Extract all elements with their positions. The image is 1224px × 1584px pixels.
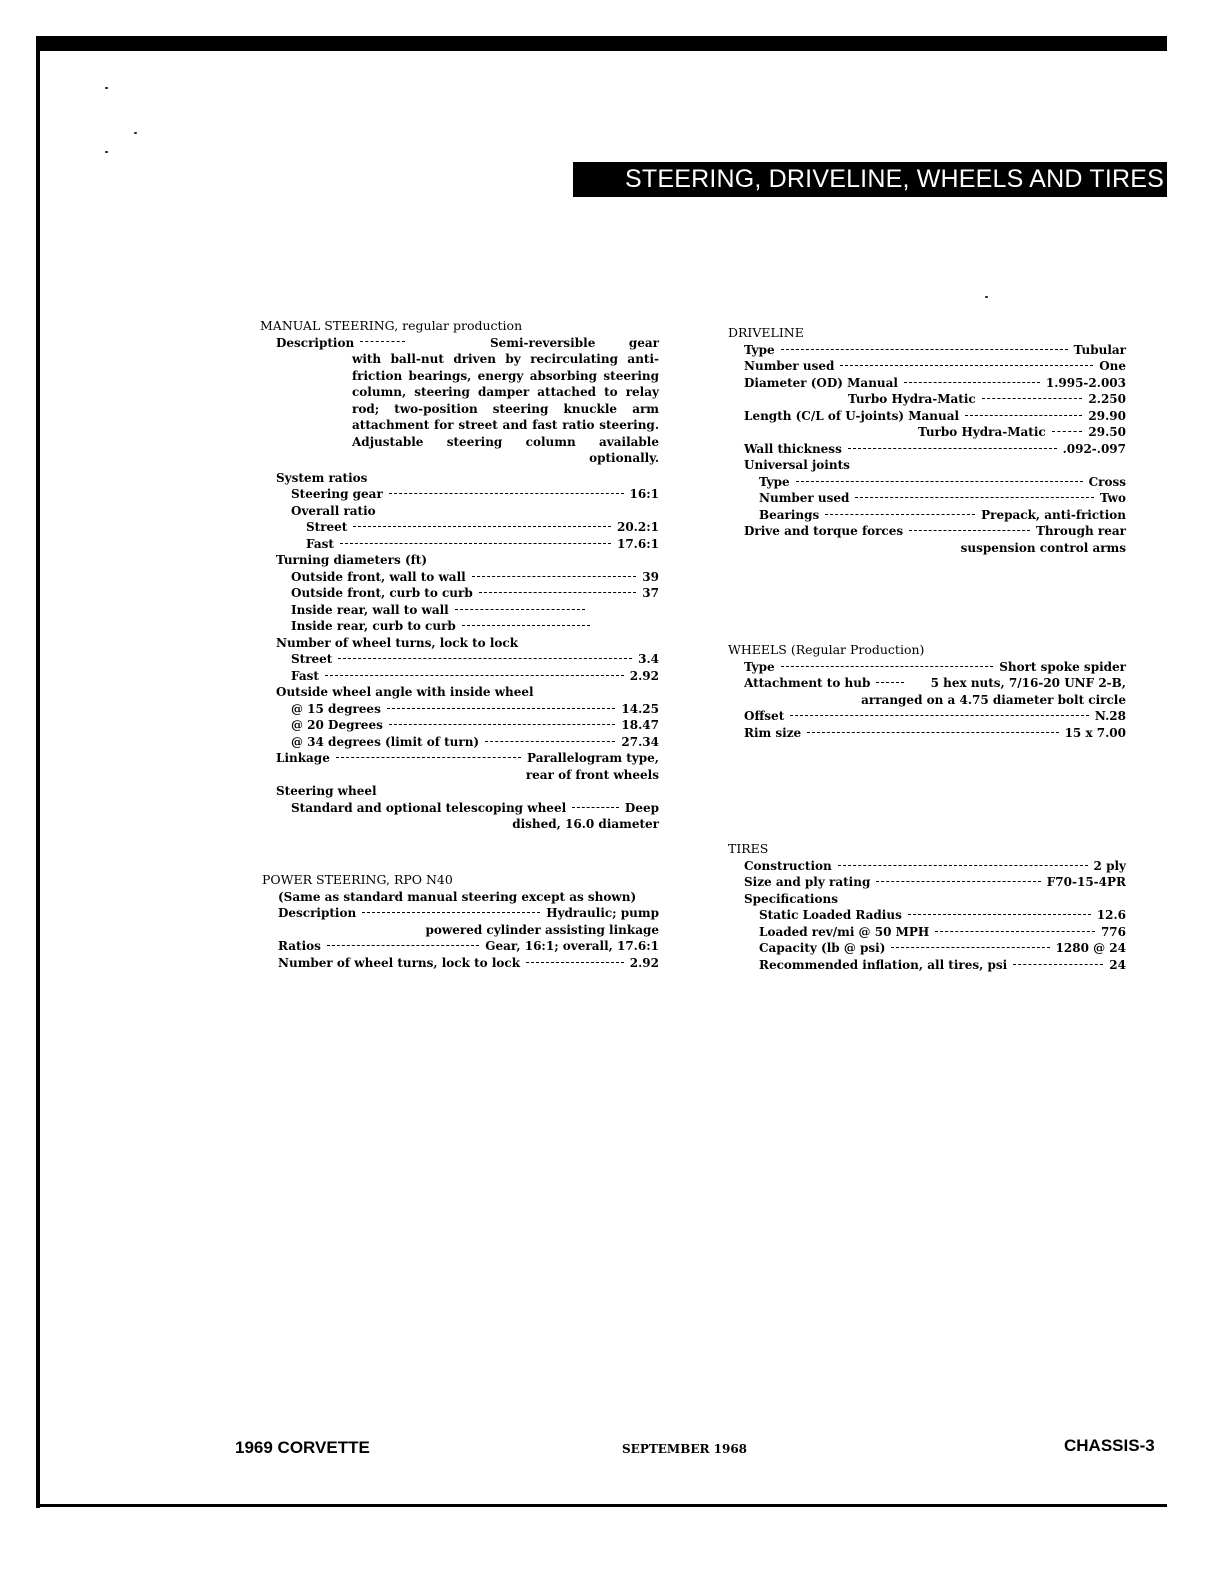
spec-label: Inside rear, curb to curb <box>291 619 456 633</box>
footer-model: 1969 CORVETTE <box>235 1438 370 1457</box>
spec-value: 29.50 <box>1088 425 1126 439</box>
spec-value-continued: arranged on a 4.75 diameter bolt circle <box>861 692 1126 707</box>
spec-row <box>260 569 659 586</box>
spec-label: Type <box>759 474 790 489</box>
section-heading: MANUAL STEERING, regular production <box>260 318 523 333</box>
spec-label: Fast <box>291 668 319 683</box>
spec-label: Steering gear <box>291 487 383 501</box>
subheading: Overall ratio <box>291 503 376 518</box>
spec-value: 17.6:1 <box>616 536 659 551</box>
spec-value: Parallelogram type, <box>527 751 659 765</box>
left-border <box>36 36 40 1508</box>
scan-speck <box>134 132 137 134</box>
spec-value-continued: dished, 16.0 diameter <box>512 817 659 831</box>
spec-value: Through rear <box>1035 524 1126 538</box>
spec-row <box>260 717 659 734</box>
subheading: Specifications <box>744 891 838 906</box>
scan-speck <box>105 151 108 153</box>
spec-label: Loaded rev/mi @ 50 MPH <box>759 924 930 939</box>
spec-value: 5 hex nuts, 7/16-20 UNF 2-B, <box>930 676 1126 690</box>
spec-value: 776 <box>1100 924 1126 939</box>
spec-label: Size and ply rating <box>744 875 871 889</box>
spec-row <box>728 391 1126 408</box>
manual-steering-section <box>260 318 659 833</box>
spec-row <box>728 675 1126 692</box>
section-note: (Same as standard manual steering except as shown) <box>278 889 637 904</box>
spec-label: Outside front, wall to wall <box>291 569 466 584</box>
spec-value: Prepack, anti-friction <box>981 507 1126 522</box>
spec-value: 3.4 <box>638 652 659 666</box>
spec-value: 24 <box>1109 957 1126 972</box>
spec-row <box>728 507 1126 524</box>
spec-row <box>728 858 1126 875</box>
spec-value: 1.995-2.003 <box>1045 375 1126 390</box>
footer-date: SEPTEMBER 1968 <box>622 1442 748 1456</box>
spec-row <box>728 957 1126 974</box>
spec-row <box>262 905 659 922</box>
spec-value: Deep <box>624 800 659 815</box>
section-heading: TIRES <box>728 841 769 856</box>
spec-label: Street <box>291 652 333 666</box>
spec-row <box>260 701 659 718</box>
description-text: Semi-reversible gear with ball-nut driven by recirculating anti-friction bearings, energy absorbing steering column, steering damper attached to relay rod; two-position steering knuckle arm attachment for street and fast ratio steering. Adjustable steering column available optionally. <box>352 335 659 465</box>
spec-row <box>728 523 1126 540</box>
spec-value: Tubular <box>1073 342 1126 357</box>
spec-label: Number of wheel turns, lock to lock <box>278 955 521 970</box>
spec-value: 12.6 <box>1096 908 1126 922</box>
spec-label: Attachment to hub <box>744 676 871 690</box>
section-heading: DRIVELINE <box>728 325 804 340</box>
spec-value: 37 <box>642 586 659 600</box>
spec-value: 15 x 7.00 <box>1064 725 1126 740</box>
spec-value: Two <box>1100 491 1126 505</box>
spec-label: Type <box>744 342 775 357</box>
spec-value: F70-15-4PR <box>1046 875 1126 889</box>
spec-row <box>728 408 1126 425</box>
section-heading: WHEELS (Regular Production) <box>728 642 925 657</box>
spec-label: @ 34 degrees (limit of turn) <box>291 734 480 749</box>
subheading: Outside wheel angle with inside wheel <box>276 685 534 699</box>
spec-row <box>260 602 659 619</box>
spec-label: Turbo Hydra-Matic <box>848 392 976 406</box>
spec-label: @ 20 Degrees <box>291 718 383 732</box>
spec-label: Capacity (lb @ psi) <box>759 941 886 955</box>
spec-row <box>728 441 1126 458</box>
spec-value: 2.250 <box>1088 392 1126 406</box>
scan-speck <box>105 87 108 89</box>
spec-label: Length (C/L of U-joints) Manual <box>744 408 960 423</box>
spec-row <box>262 955 659 972</box>
spec-row <box>260 519 659 536</box>
spec-label: Construction <box>744 858 832 873</box>
top-border <box>36 36 1167 51</box>
spec-label: Turbo Hydra-Matic <box>918 425 1046 439</box>
spec-row <box>728 924 1126 941</box>
spec-label: Description <box>276 335 355 350</box>
section-heading: POWER STEERING, RPO N40 <box>262 872 453 887</box>
spec-label: Diameter (OD) Manual <box>744 375 898 390</box>
spec-row <box>728 342 1126 359</box>
power-steering-section <box>262 872 659 971</box>
spec-value: Short spoke spider <box>999 659 1126 674</box>
spec-row <box>728 659 1126 676</box>
spec-value: 29.90 <box>1088 408 1126 423</box>
spec-label: Recommended inflation, all tires, psi <box>759 957 1008 972</box>
spec-row <box>262 938 659 955</box>
section-title: STEERING, DRIVELINE, WHEELS AND TIRES <box>624 165 1164 193</box>
spec-value: .092-.097 <box>1062 441 1126 456</box>
leader-line <box>360 335 405 342</box>
scan-speck <box>985 296 988 298</box>
spec-row <box>728 907 1126 924</box>
bottom-border <box>36 1504 1167 1507</box>
spec-label: Rim size <box>744 725 802 740</box>
spec-value: Hydraulic; pump <box>546 906 659 920</box>
spec-value: 1280 @ 24 <box>1055 941 1126 955</box>
spec-row <box>728 474 1126 491</box>
spec-label: Linkage <box>276 751 330 765</box>
footer-page-number: CHASSIS-3 <box>1064 1436 1155 1455</box>
spec-row <box>728 708 1126 725</box>
spec-label: Wall thickness <box>744 441 842 456</box>
spec-value: Gear, 16:1; overall, 17.6:1 <box>485 939 659 953</box>
wheels-section <box>728 642 1126 741</box>
spec-row <box>260 536 659 553</box>
spec-value: 2.92 <box>629 955 659 970</box>
spec-label: Number used <box>744 359 835 373</box>
spec-label: Outside front, curb to curb <box>291 586 473 600</box>
subheading: Turning diameters (ft) <box>276 553 428 567</box>
spec-label: Bearings <box>759 507 820 522</box>
spec-value: 18.47 <box>621 718 659 732</box>
spec-label: @ 15 degrees <box>291 701 381 716</box>
spec-row <box>260 585 659 602</box>
spec-label: Fast <box>306 536 334 551</box>
subheading: Universal joints <box>744 458 850 472</box>
spec-row <box>260 651 659 668</box>
spec-label: Inside rear, wall to wall <box>291 602 449 617</box>
spec-value: 39 <box>642 569 659 584</box>
spec-value: 14.25 <box>621 701 659 716</box>
spec-row <box>728 940 1126 957</box>
spec-row <box>728 725 1126 742</box>
spec-label: Street <box>306 520 348 534</box>
spec-row <box>260 486 659 503</box>
spec-value-continued: powered cylinder assisting linkage <box>425 922 659 937</box>
spec-row <box>260 668 659 685</box>
spec-value: One <box>1099 359 1126 373</box>
spec-row <box>728 358 1126 375</box>
driveline-section <box>728 325 1126 556</box>
spec-value: 27.34 <box>621 734 659 749</box>
section-banner <box>573 162 1167 197</box>
spec-label: Description <box>278 906 357 920</box>
spec-row <box>260 734 659 751</box>
spec-label: Standard and optional telescoping wheel <box>291 800 567 815</box>
spec-label: Type <box>744 659 775 674</box>
spec-value: N.28 <box>1094 709 1126 723</box>
spec-value: Cross <box>1088 474 1126 489</box>
spec-row <box>728 375 1126 392</box>
subheading: Steering wheel <box>276 784 377 798</box>
spec-row <box>728 490 1126 507</box>
spec-value-continued: rear of front wheels <box>525 767 659 782</box>
spec-value: 20.2:1 <box>616 520 659 534</box>
spec-row <box>728 424 1126 441</box>
spec-label: Number used <box>759 491 850 505</box>
tires-section <box>728 841 1126 973</box>
spec-label: Ratios <box>278 939 321 953</box>
spec-value: 2.92 <box>629 668 659 683</box>
subheading: Number of wheel turns, lock to lock <box>276 635 519 650</box>
spec-row <box>260 800 659 817</box>
spec-label: Drive and torque forces <box>744 524 904 538</box>
spec-value: 16:1 <box>629 487 659 501</box>
spec-row <box>728 874 1126 891</box>
spec-value: 2 ply <box>1093 858 1126 873</box>
subheading: System ratios <box>276 470 368 485</box>
spec-label: Static Loaded Radius <box>759 908 902 922</box>
spec-row <box>260 750 659 767</box>
spec-row <box>260 618 659 635</box>
spec-label: Offset <box>744 709 785 723</box>
spec-value-continued: suspension control arms <box>960 540 1126 555</box>
